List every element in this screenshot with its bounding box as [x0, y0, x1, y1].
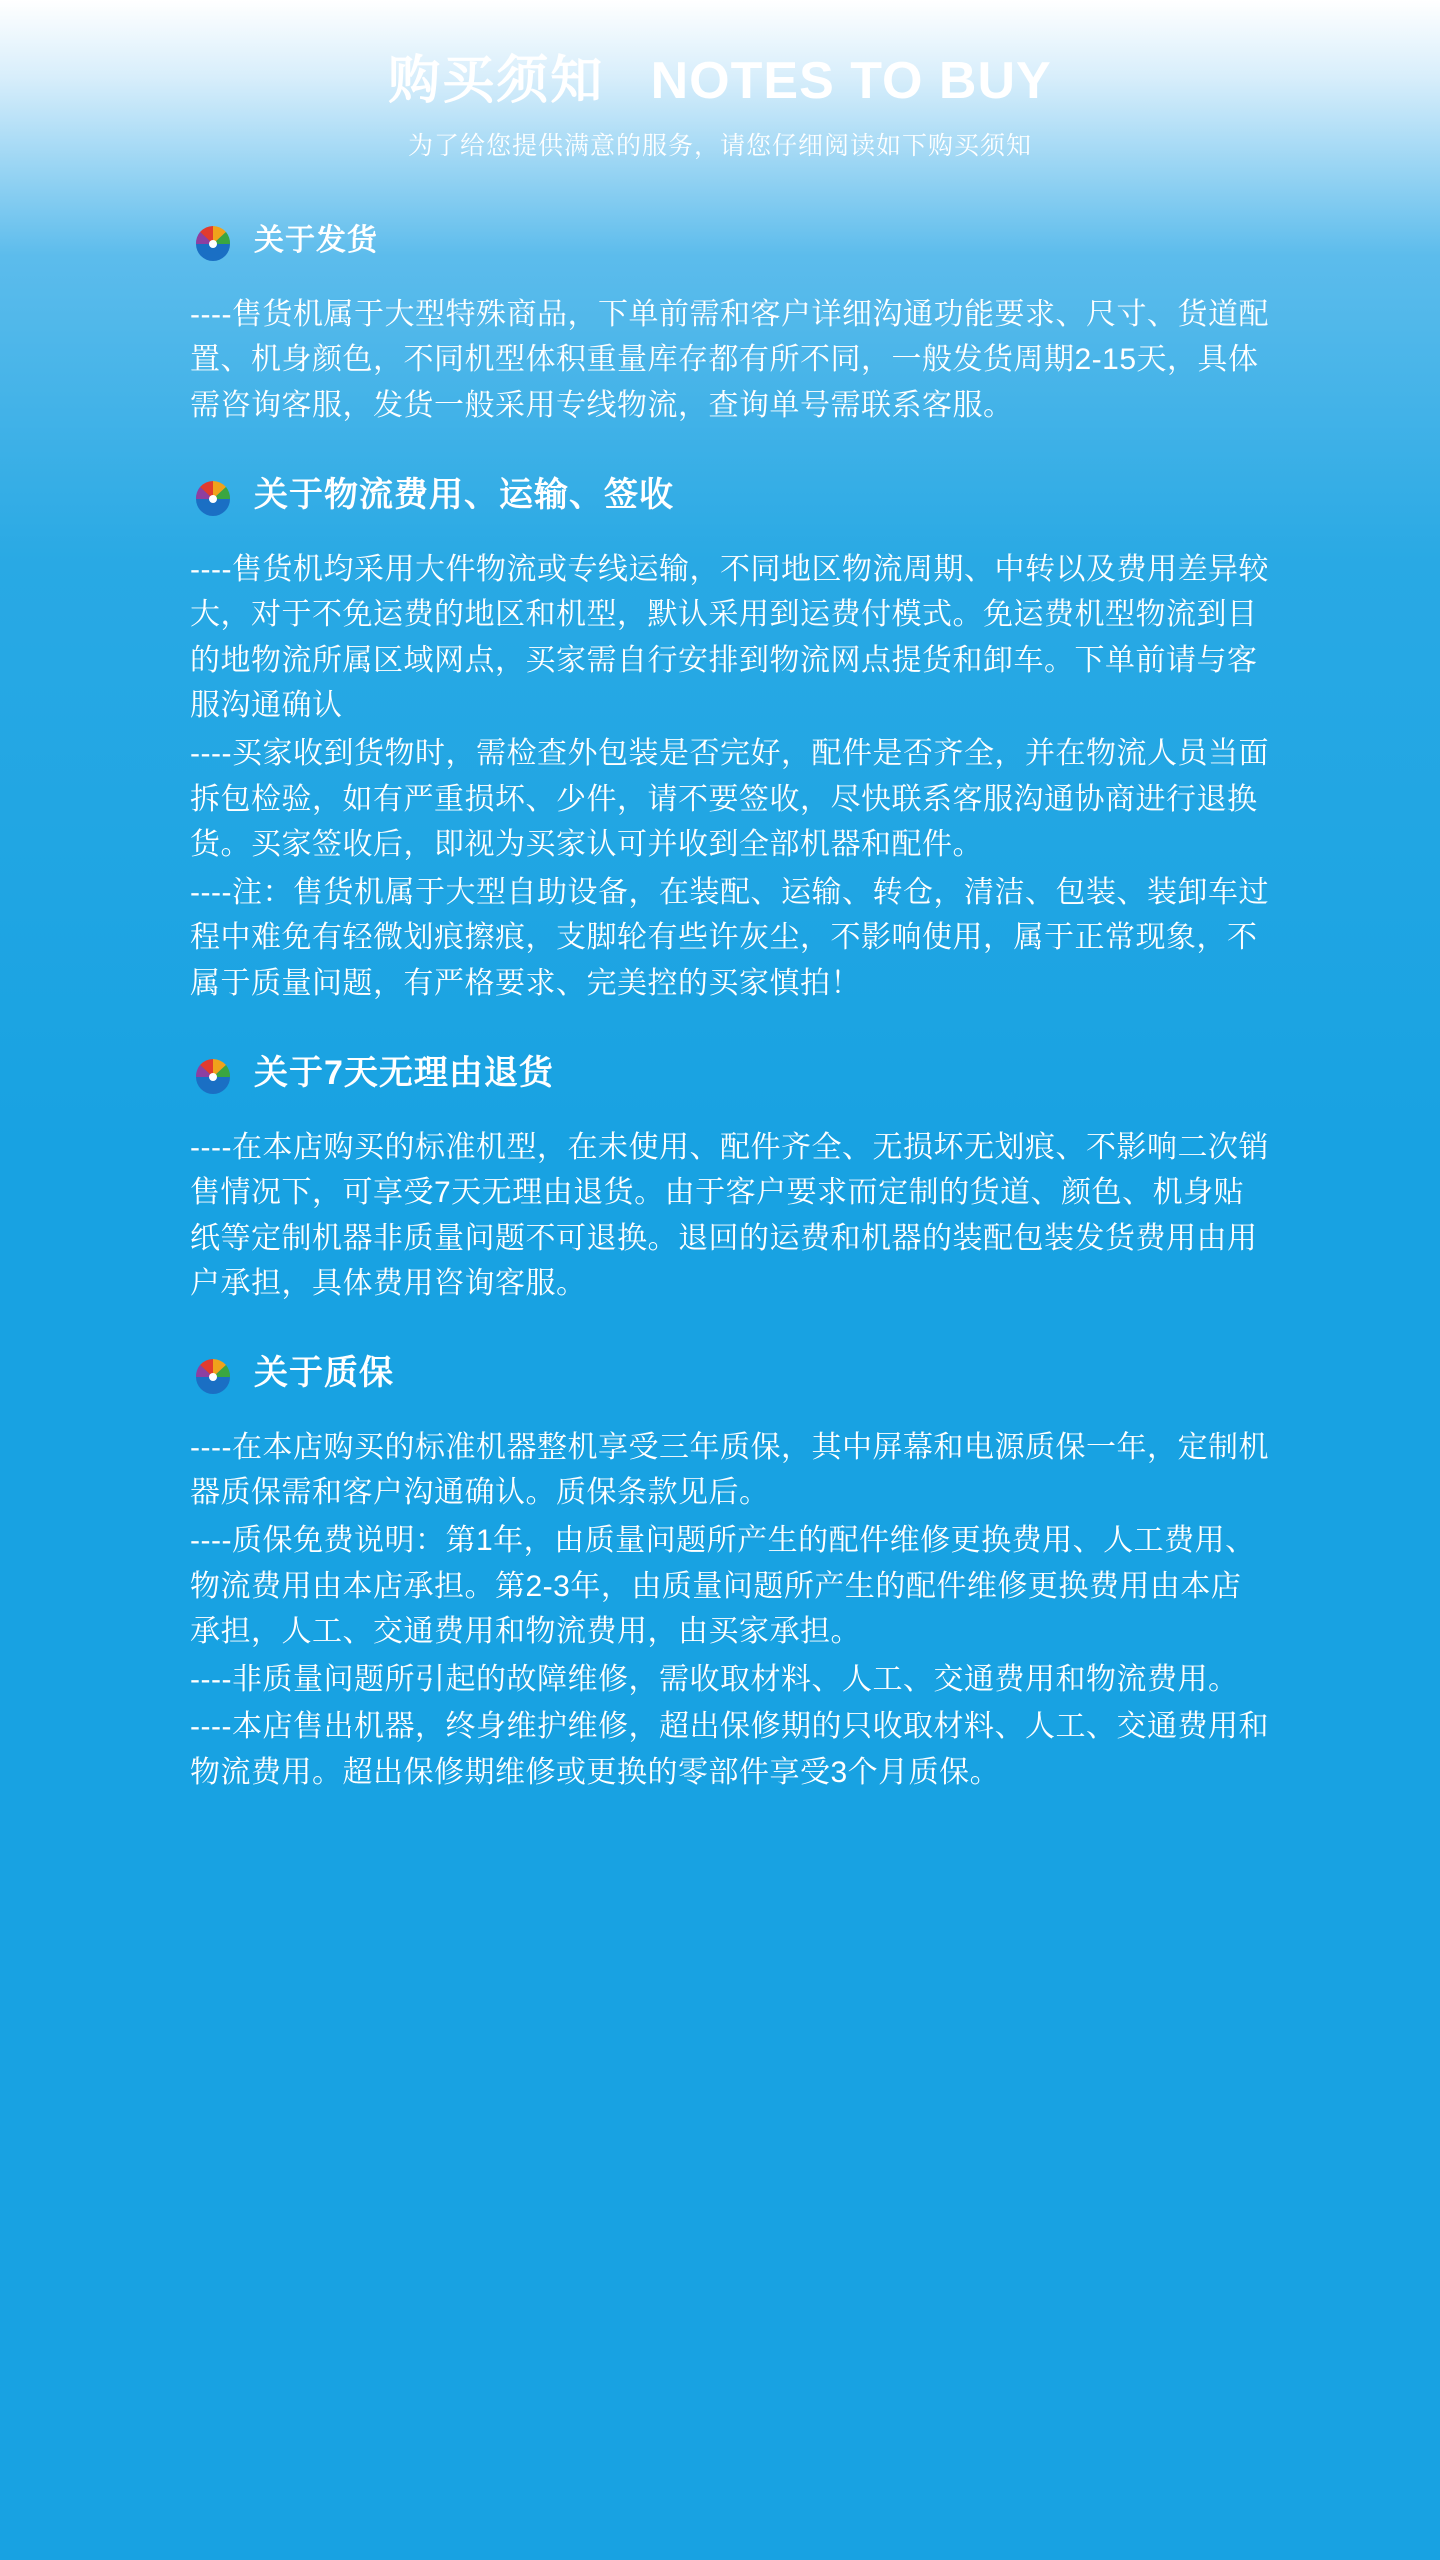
page-subtitle: 为了给您提供满意的服务，请您仔细阅读如下购买须知: [407, 131, 1032, 160]
paragraph: ----注：售货机属于大型自助设备，在装配、运输、转仓，清洁、包装、装卸车过程中难免有轻微划痕擦痕，支脚轮有些许灰尘，不影响使用，属于正常现象，不属于质量问题，有严格要求、完美控的买家慎拍！: [190, 875, 1269, 1000]
section-header: [190, 1351, 1280, 1397]
page-title-cn: 购买须知: [388, 52, 605, 110]
section-body: [190, 1125, 1270, 1307]
page-title-en: NOTES TO BUY: [650, 52, 1052, 110]
bottom-spacer: [190, 1796, 1280, 1836]
section-title: 关于发货: [254, 223, 378, 257]
paragraph: ----在本店购买的标准机器整机享受三年质保，其中屏幕和电源质保一年，定制机器质保需和客户沟通确认。质保条款见后。: [190, 1430, 1269, 1510]
section-body: [190, 547, 1270, 1007]
section-body: [190, 292, 1270, 429]
section-warranty: [190, 1351, 1280, 1796]
paragraph: ----买家收到货物时，需检查外包装是否完好，配件是否齐全，并在物流人员当面拆包检验，如有严重损坏、少件，请不要签收，尽快联系客服沟通协商进行退换货。买家签收后，即视为买家认可并收到全部机器和配件。: [190, 736, 1269, 862]
page-header: [0, 0, 1440, 162]
section-header: [190, 473, 1280, 519]
section-shipping: [190, 218, 1280, 429]
section-body: [190, 1425, 1270, 1796]
section-title: 关于物流费用、运输、签收: [254, 476, 674, 515]
pinwheel-icon: [190, 218, 236, 264]
section-header: [190, 1051, 1280, 1097]
page-title: [0, 52, 1440, 112]
section-header: [190, 218, 1280, 264]
paragraph: ----在本店购买的标准机型，在未使用、配件齐全、无损坏无划痕、不影响二次销售情况下，可享受7天无理由退货。由于客户要求而定制的货道、颜色、机身贴纸等定制机器非质量问题不可退换。退回的运费和机器的装配包装发货费用由用户承担，具体费用咨询客服。: [190, 1130, 1269, 1301]
section-title: 关于质保: [254, 1354, 394, 1393]
paragraph: ----售货机属于大型特殊商品，下单前需和客户详细沟通功能要求、尺寸、货道配置、机身颜色，不同机型体积重量库存都有所不同，一般发货周期2-15天，具体需咨询客服，发货一般采用专线物流，查询单号需联系客服。: [190, 297, 1269, 422]
section-return-policy: [190, 1051, 1280, 1307]
pinwheel-icon: [190, 473, 236, 519]
paragraph: ----非质量问题所引起的故障维修，需收取材料、人工、交通费用和物流费用。: [190, 1662, 1239, 1696]
section-title: 关于7天无理由退货: [254, 1054, 554, 1093]
pinwheel-icon: [190, 1051, 236, 1097]
paragraph: ----质保免费说明：第1年，由质量问题所产生的配件维修更换费用、人工费用、物流费用由本店承担。第2-3年，由质量问题所产生的配件维修更换费用由本店承担，人工、交通费用和物流费用，由买家承担。: [190, 1524, 1256, 1649]
paragraph: ----本店售出机器，终身维护维修，超出保修期的只收取材料、人工、交通费用和物流费用。超出保修期维修或更换的零部件享受3个月质保。: [190, 1710, 1269, 1790]
pinwheel-icon: [190, 1351, 236, 1397]
section-logistics: [190, 473, 1280, 1007]
paragraph: ----售货机均采用大件物流或专线运输，不同地区物流周期、中转以及费用差异较大，对于不免运费的地区和机型，默认采用到运费付模式。免运费机型物流到目的地物流所属区域网点，买家需自行安排到物流网点提货和卸车。下单前请与客服沟通确认: [190, 552, 1269, 723]
sections-container: [160, 218, 1280, 1836]
